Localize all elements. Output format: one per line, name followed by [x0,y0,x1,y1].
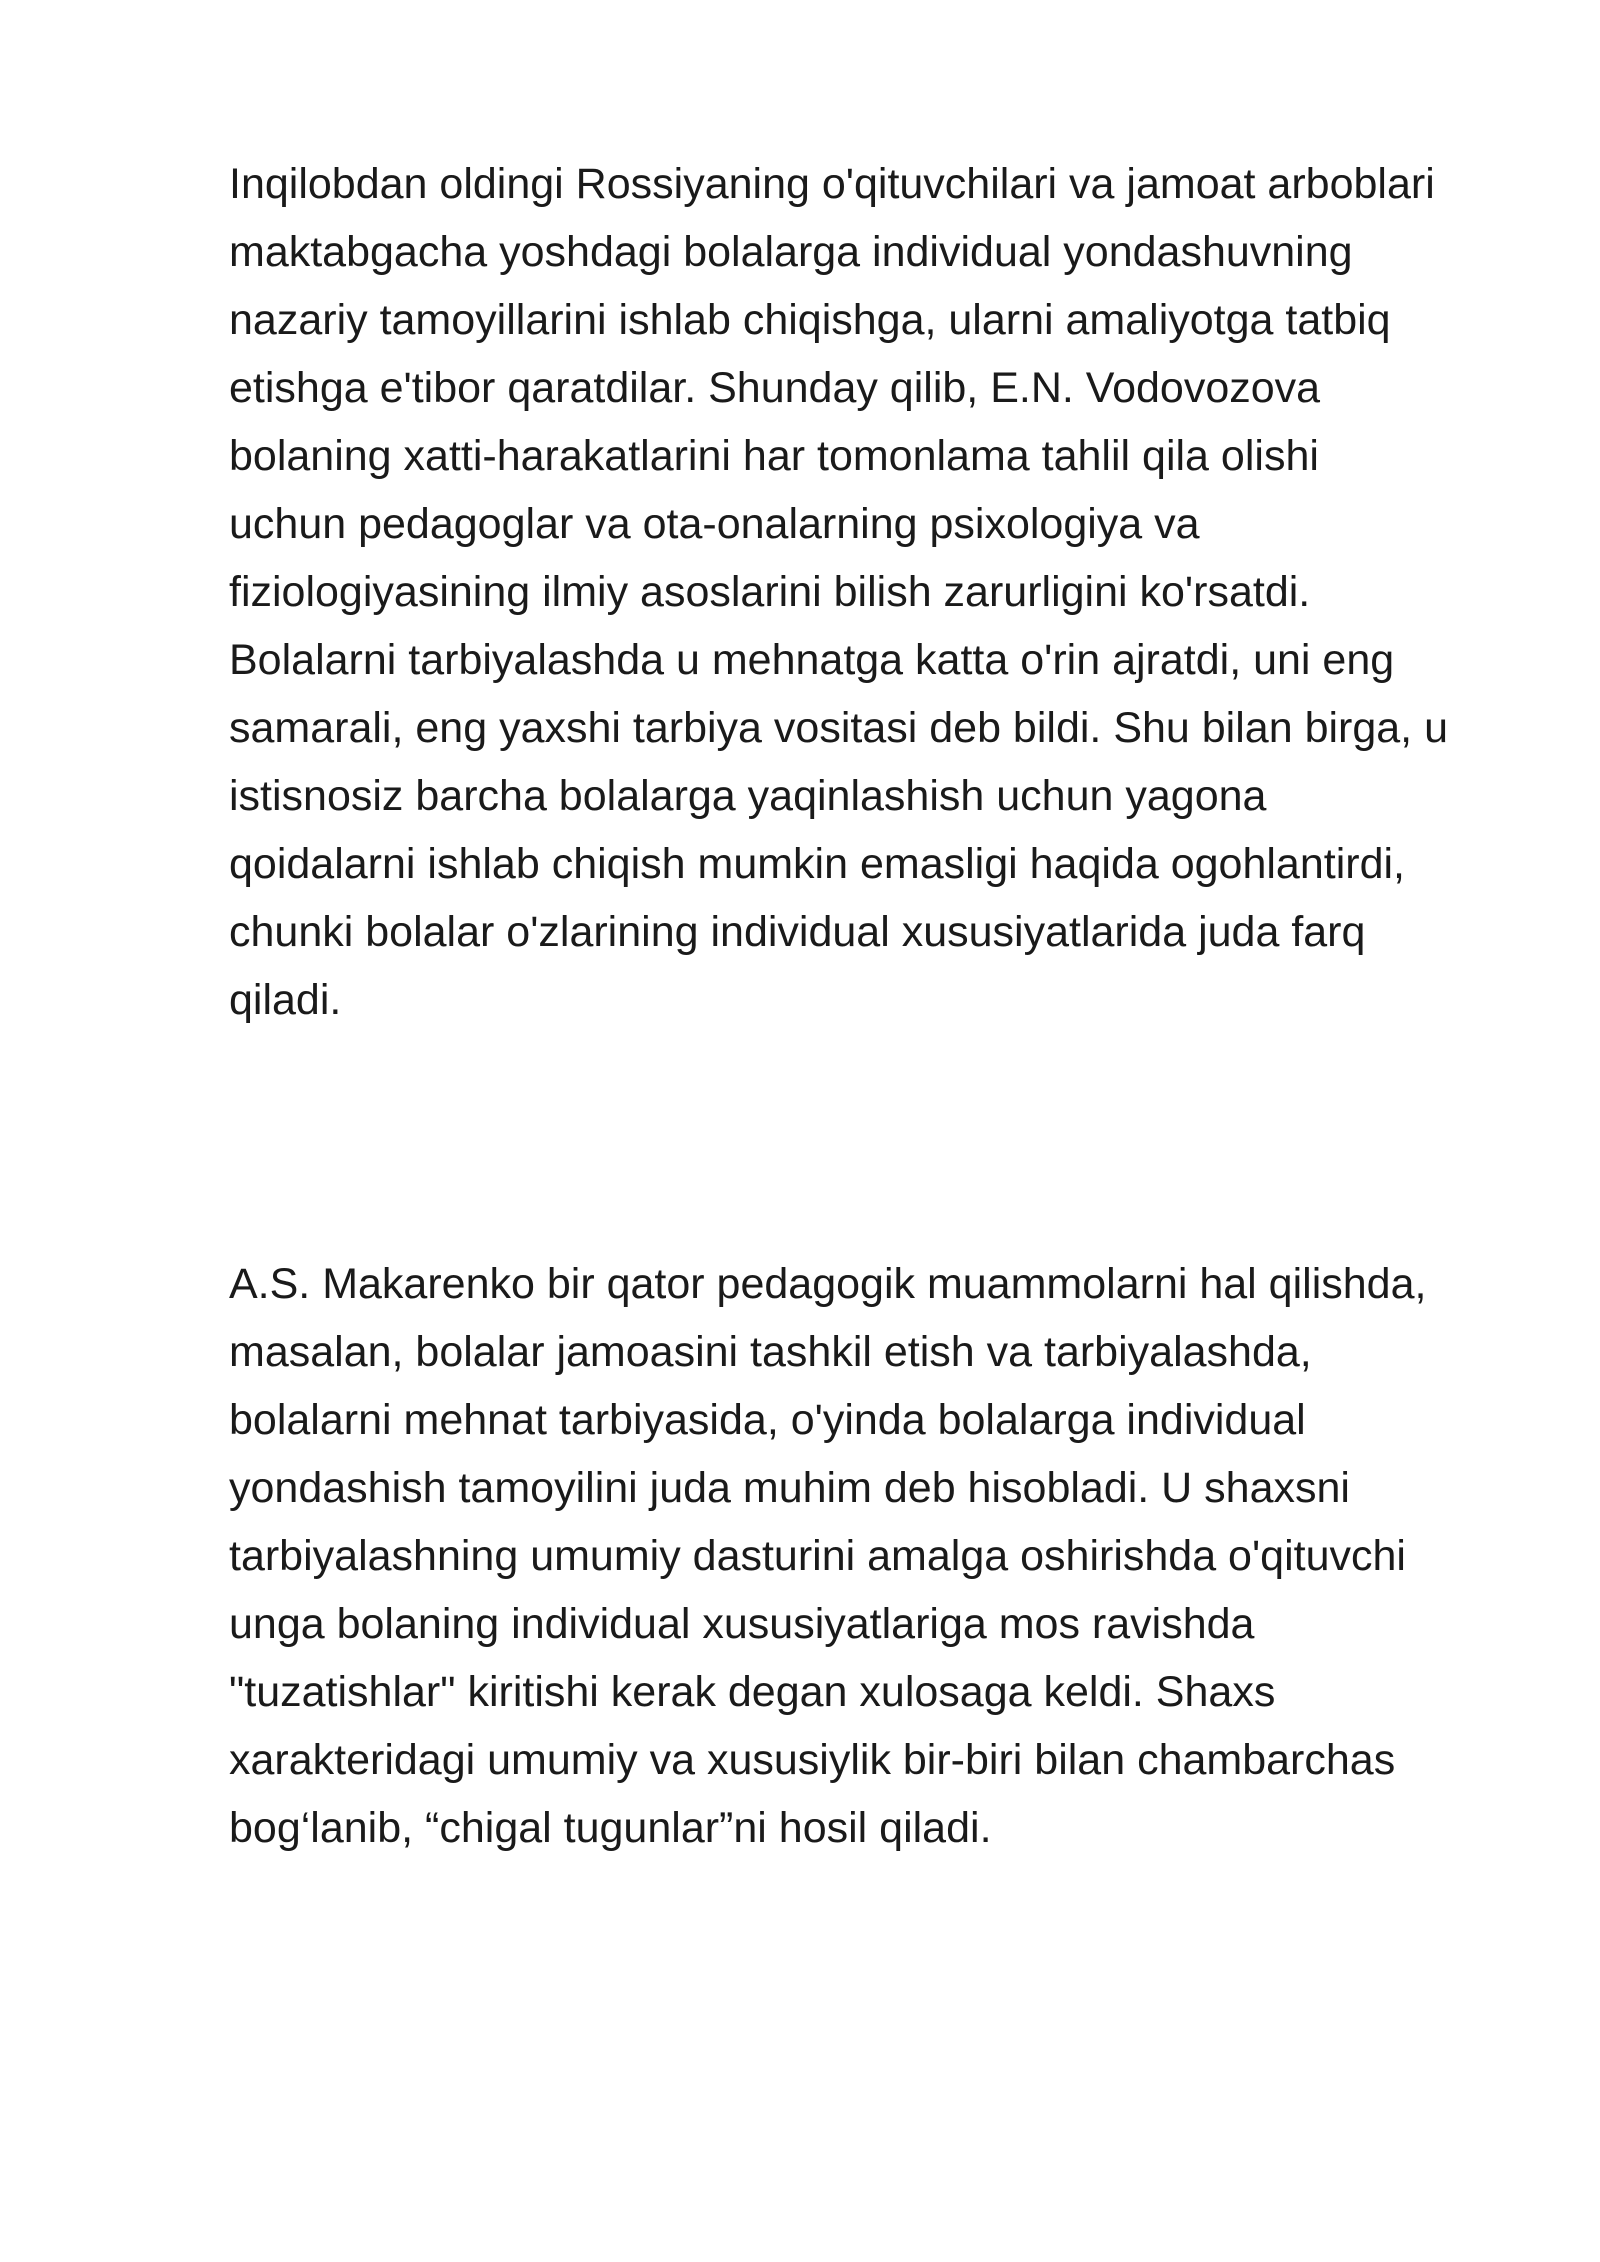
paragraph-line: qiladi. [229,976,342,1024]
paragraph-line: etishga e'tibor qaratdilar. Shunday qilib, E.N. Vodovozova [229,364,1321,412]
paragraph-line: qoidalarni ishlab chiqish mumkin emasligi haqida ogohlantirdi, [229,840,1405,888]
paragraph-line: xarakteridagi umumiy va xususiylik bir-biri bilan chambarchas [229,1736,1396,1784]
paragraph-line: masalan, bolalar jamoasini tashkil etish va tarbiyalashda, [229,1328,1312,1376]
paragraph-line: Bolalarni tarbiyalashda u mehnatga katta o'rin ajratdi, uni eng [229,636,1395,684]
paragraph-line: bog‘lanib, “chigal tugunlar”ni hosil qiladi. [229,1804,992,1852]
paragraph-line: maktabgacha yoshdagi bolalarga individual yondashuvning [229,228,1353,276]
paragraph-line: bolaning xatti-harakatlarini har tomonlama tahlil qila olishi [229,432,1319,480]
paragraph-1 [229,150,1529,1034]
paragraph-line: samarali, eng yaxshi tarbiya vositasi deb bildi. Shu bilan birga, u [229,704,1448,752]
paragraph-line: istisnosiz barcha bolalarga yaqinlashish uchun yagona [229,772,1267,820]
paragraph-line: chunki bolalar o'zlarining individual xususiyatlarida juda farq [229,908,1366,956]
paragraph-line: "tuzatishlar" kiritishi kerak degan xulosaga keldi. Shaxs [229,1668,1276,1716]
paragraph-2 [229,1250,1529,1862]
paragraph-line: fiziologiyasining ilmiy asoslarini bilish zarurligini ko'rsatdi. [229,568,1311,616]
paragraph-line: unga bolaning individual xususiyatlariga mos ravishda [229,1600,1255,1648]
paragraph-line: yondashish tamoyilini juda muhim deb hisobladi. U shaxsni [229,1464,1350,1512]
paragraph-line: A.S. Makarenko bir qator pedagogik muammolarni hal qilishda, [229,1260,1427,1308]
paragraph-line: Inqilobdan oldingi Rossiyaning o'qituvchilari va jamoat arboblari [229,160,1435,208]
paragraph-line: tarbiyalashning umumiy dasturini amalga oshirishda o'qituvchi [229,1532,1406,1580]
paragraph-line: nazariy tamoyillarini ishlab chiqishga, ularni amaliyotga tatbiq [229,296,1391,344]
paragraph-line: uchun pedagoglar va ota-onalarning psixologiya va [229,500,1200,548]
paragraph-line: bolalarni mehnat tarbiyasida, o'yinda bolalarga individual [229,1396,1306,1444]
